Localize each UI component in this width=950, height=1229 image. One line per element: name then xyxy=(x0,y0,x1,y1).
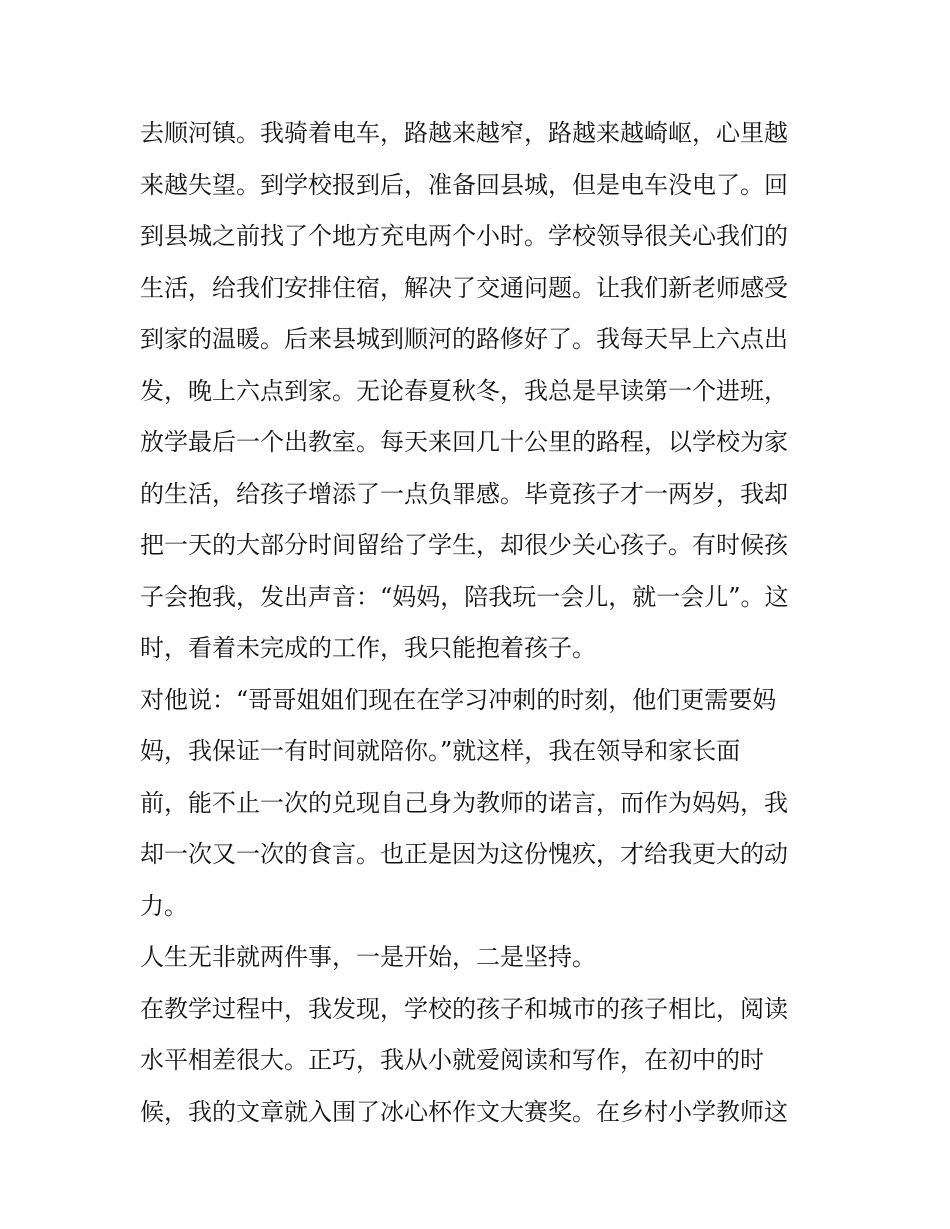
text-line: 对他说：“哥哥姐姐们现在在学习冲刺的时刻，他们更需要妈 xyxy=(140,685,777,714)
text-line: 到家的温暖。后来县城到顺河的路修好了。我每天早上六点出 xyxy=(140,325,788,353)
text-line: 水平相差很大。正巧，我从小就爱阅读和写作，在初中的时 xyxy=(140,1046,764,1074)
text-line: 在教学过程中，我发现，学校的孩子和城市的孩子相比，阅读 xyxy=(140,994,788,1023)
text-line: 前，能不止一次的兑现自己身为教师的诺言，而作为妈妈，我 xyxy=(140,788,788,817)
text-line: 把一天的大部分时间留给了学生，却很少关心孩子。有时候孩 xyxy=(140,531,788,559)
text-line: 放学最后一个出教室。每天来回几十公里的路程，以学校为家 xyxy=(140,428,788,456)
text-line: 妈，我保证一有时间就陪你。”就这样，我在领导和家长面 xyxy=(140,737,741,765)
document-body xyxy=(140,108,820,1138)
text-line: 子会抱我，发出声音：“妈妈，陪我玩一会儿，就一会儿”。这 xyxy=(140,582,789,611)
text-line: 的生活，给孩子增添了一点负罪感。毕竟孩子才一两岁，我却 xyxy=(140,479,788,508)
text-line: 力。 xyxy=(140,891,188,920)
text-line: 时，看着未完成的工作，我只能抱着孩子。 xyxy=(140,634,596,662)
text-line: 候，我的文章就入围了冰心杯作文大赛奖。在乡村小学教师这 xyxy=(140,1097,788,1126)
text-line: 人生无非就两件事，一是开始，二是坚持。 xyxy=(140,943,596,971)
text-line: 发，晚上六点到家。无论春夏秋冬，我总是早读第一个进班， xyxy=(140,376,788,405)
text-line: 却一次又一次的食言。也正是因为这份愧疚，才给我更大的动 xyxy=(140,840,788,868)
text-line: 生活，给我们安排住宿，解决了交通问题。让我们新老师感受 xyxy=(140,273,788,302)
text-line: 到县城之前找了个地方充电两个小时。学校领导很关心我们的 xyxy=(140,222,788,250)
text-line: 去顺河镇。我骑着电车，路越来越窄，路越来越崎岖，心里越 xyxy=(140,119,788,147)
text-line: 来越失望。到学校报到后，准备回县城，但是电车没电了。回 xyxy=(140,170,788,199)
